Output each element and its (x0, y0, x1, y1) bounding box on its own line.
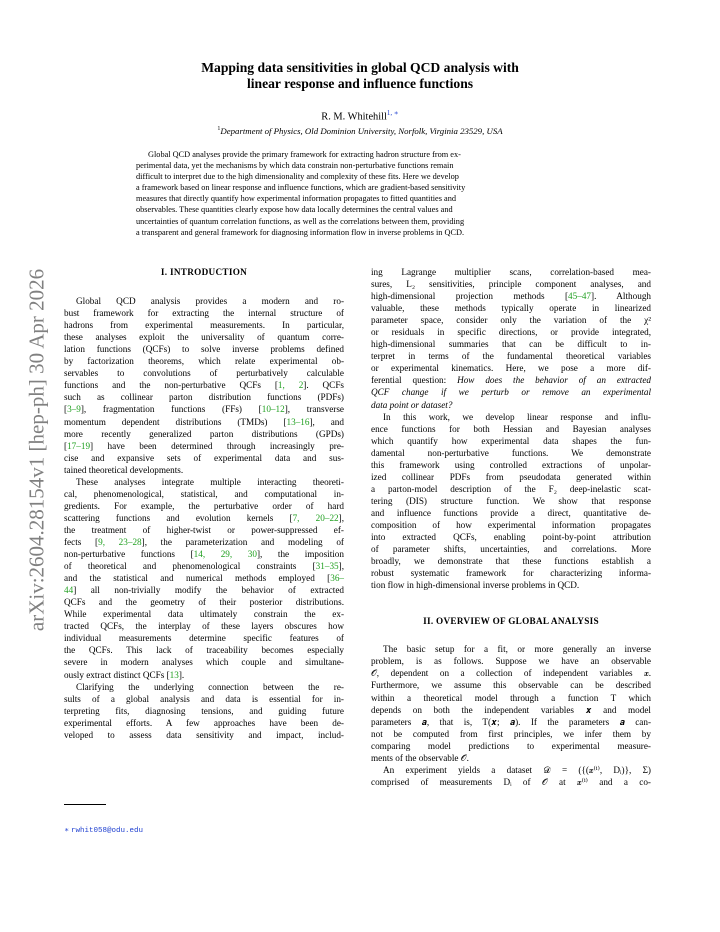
text-line (64, 500, 344, 512)
text-segment: servables to convolutions of perturbatively calculable (64, 368, 344, 379)
citation-link[interactable]: 17–19 (67, 440, 91, 451)
text-segment: into extracted QCFs, enabling point-by-point attribution (371, 532, 651, 543)
text-segment: this framework using controlled extractions of unpolar- (371, 459, 651, 470)
text-line (64, 596, 344, 608)
text-line (371, 411, 651, 423)
text-segment: composition of how experimental information propagates (371, 519, 651, 530)
paper-title (150, 60, 570, 92)
text-line (371, 338, 651, 350)
text-segment: depends on both the independent variables 𝒙 and model (371, 704, 651, 715)
text-line (371, 459, 651, 471)
text-line (371, 679, 651, 691)
text-segment: gredients. For example, the perturbative order of hard (64, 500, 344, 511)
text-line (64, 656, 344, 668)
footnote-rule (64, 804, 106, 805)
text-line (64, 608, 344, 620)
text-segment: experimental efforts. A few approaches have been de- (64, 717, 344, 728)
text-line (371, 326, 651, 338)
text-line (64, 355, 344, 367)
text-line (371, 643, 651, 655)
text-line (64, 379, 344, 391)
text-line (64, 488, 344, 500)
text-segment: ], the imposition (256, 549, 344, 560)
text-segment: of theoretical and phenomenological constraints [ (64, 561, 316, 572)
text-line (64, 560, 344, 572)
text-line (371, 362, 651, 374)
abstract-line: measures that directly quantify how experimental information propagates to fitted quantities and (136, 194, 457, 204)
text-segment: scattering functions and evolution kernels [ (64, 512, 293, 523)
text-segment: While experimental data ultimately constrain the ex- (64, 609, 344, 620)
text-line (64, 307, 344, 319)
text-line (371, 579, 651, 591)
text-line (371, 776, 651, 788)
text-line (64, 343, 344, 355)
text-line (64, 391, 344, 403)
citation-link[interactable]: 13 (169, 669, 179, 680)
text-segment: The basic setup for a fit, or more generally an inverse (383, 644, 651, 655)
text-line (371, 764, 651, 776)
text-line (371, 471, 651, 483)
text-segment: high-dimensional summaries that can be difficult to in- (371, 339, 651, 350)
text-segment: cal, phenomenological, statistical, and computational in- (64, 488, 344, 499)
text-segment: Clarifying the underlying connection between the re- (76, 681, 344, 692)
citation-link[interactable]: 14, 29, 30 (193, 549, 257, 560)
title-line: Mapping data sensitivities in global QCD analysis with (201, 60, 519, 75)
text-segment: severe in modern analyses which couple and simultane- (64, 657, 344, 668)
text-line (64, 464, 344, 476)
text-segment: tering (DIS) structure function. We show that response (371, 495, 651, 506)
text-segment: QCF change if we perturb or remove an experimental (371, 387, 651, 398)
left-column (64, 266, 344, 741)
text-segment: ], (338, 561, 344, 572)
abstract-line: a framework based on linear response and influence functions, which are gradient-based sensitivity (136, 183, 466, 193)
text-line (64, 295, 344, 307)
text-segment: functions and the non-perturbative QCFs [ (64, 380, 278, 391)
affiliation (100, 124, 620, 137)
text-segment: tained theoretical developments. (64, 464, 184, 475)
abstract-line: uncertainties of quantum correlation functions, as well as the correlations between them, providing (136, 216, 465, 226)
text-line (371, 692, 651, 704)
text-line (371, 728, 651, 740)
text-segment: ]. QCFs (303, 380, 344, 391)
text-segment: a parton-model description of the F₂ deep-inelastic scat- (371, 483, 651, 494)
text-segment: comparing model predictions to experimental measure- (371, 740, 651, 751)
text-segment: data point or dataset? (371, 399, 453, 410)
text-line (64, 428, 344, 440)
text-line (371, 483, 651, 495)
text-segment: hadrons from experimental measurements. In particular, (64, 320, 344, 331)
citation-link[interactable]: 1, 2 (277, 380, 304, 391)
text-segment: of parameter shifts, uncertainties, and correlations. More (371, 544, 651, 555)
text-line (64, 572, 344, 584)
text-line (371, 386, 651, 398)
text-segment: by factorization theorems, which relate experimental ob- (64, 356, 344, 367)
text-line (371, 507, 651, 519)
text-line (64, 403, 344, 415)
text-segment: high-dimensional projection methods [ (371, 291, 569, 302)
abstract-line: perimental data, yet the mechanisms by which data constrain non-perturbative functions remain (136, 161, 454, 171)
citation-link[interactable]: 3–9 (67, 404, 81, 415)
text-line (64, 681, 344, 693)
text-segment: the QCFs. This lack of traceability becomes especially (64, 645, 344, 656)
text-segment: ], and (309, 416, 344, 427)
text-segment: such as collinear parton distribution functions (PDFs) (64, 392, 344, 403)
abstract-line: observables. These quantities clearly expose how data locally determines the central values and (136, 205, 453, 215)
citation-link[interactable]: 36– (330, 573, 344, 584)
text-segment: lation functions (QCFs) to solve inverse problems defined (64, 344, 344, 355)
text-segment: ], (338, 512, 344, 523)
text-segment: non-perturbative functions [ (64, 549, 194, 560)
text-segment: sults of a global analysis and data is essential for in- (64, 693, 344, 704)
text-segment: ously extract distinct QCFs [ (64, 669, 170, 680)
text-line (371, 374, 651, 386)
text-segment: comprised of measurements Dᵢ of 𝒪 at 𝒙⁽ⁱ⁾ and a co- (371, 776, 651, 787)
author-affiliation-mark: 1, ∗ (386, 109, 399, 117)
text-segment: damental non-perturbative functions. We demonstrate (371, 447, 651, 458)
text-line (371, 555, 651, 567)
abstract (136, 149, 596, 238)
text-segment: 𝒪, dependent on a collection of independent variables 𝒙. (371, 668, 651, 679)
citation-link[interactable]: 9, 23–28 (98, 536, 142, 547)
text-line (64, 717, 344, 729)
text-line (371, 667, 651, 679)
text-line (64, 644, 344, 656)
text-segment: and influence functions provide a direct, quantitative de- (371, 507, 651, 518)
text-segment: ], fragmentation functions (FFs) [ (80, 404, 262, 415)
text-line (371, 495, 651, 507)
text-line (64, 440, 344, 452)
text-segment: ]. (178, 669, 185, 680)
text-segment: terpreting fits, diagnosing tensions, and guiding future (64, 705, 344, 716)
text-segment: ing Lagrange multiplier scans, correlation-based mea- (371, 267, 651, 277)
text-line (371, 350, 651, 362)
affiliation-text: Department of Physics, Old Dominion University, Norfolk, Virginia 23529, USA (220, 125, 503, 136)
text-segment: ], the parameterization and modeling of (141, 536, 344, 547)
text-line (64, 524, 344, 536)
footnote-email-link[interactable]: rwhit058@odu.edu (70, 827, 143, 835)
abstract-line: Global QCD analyses provide the primary framework for extracting hadron structure from ex- (148, 150, 461, 159)
section-heading-overview: II. OVERVIEW OF GLOBAL ANALYSIS (423, 616, 599, 627)
text-segment: ence functions for both Hessian and Bayesian analyses (371, 423, 651, 434)
arxiv-stamp (22, 250, 52, 650)
text-segment: sures, L₂ sensitivities, principle component analyses, and (371, 279, 651, 290)
author-line (150, 107, 570, 123)
text-line (64, 632, 344, 644)
text-segment: An experiment yields a dataset 𝒟 = ({(𝒙⁽ⁱ⁾, Dᵢ)}, Σ) (383, 764, 651, 775)
text-segment: fects [ (64, 536, 99, 547)
text-line (371, 447, 651, 459)
right-column (371, 266, 651, 788)
text-segment: the treatment of higher-twist or power-suppressed ef- (64, 524, 344, 535)
title-line: linear response and influence functions (246, 76, 474, 91)
text-segment: QCFs and the geometry of their posterior distributions. (64, 597, 344, 608)
text-segment: not be computed from first principles, we infer them by (371, 728, 651, 739)
text-segment: parameter space, consider only the variation of the χ² (371, 315, 651, 326)
text-segment: or experimental kinematics. Here, we pose a more dif- (371, 363, 651, 374)
text-segment: [ (64, 404, 68, 415)
citation-link[interactable]: 10–12 (261, 404, 285, 415)
abstract-line: difficult to interpret due to the high dimensionality and complexity of these fits. Here we develop (136, 172, 459, 182)
author-name: R. M. Whitehill (321, 111, 387, 123)
text-line (64, 620, 344, 632)
text-line (371, 290, 651, 302)
text-line (371, 399, 651, 411)
text-segment: cise and expansive sets of experimental data and sus- (64, 452, 344, 463)
text-line (371, 704, 651, 716)
text-segment: These analyses integrate multiple interacting theoreti- (76, 476, 344, 487)
text-segment: ] have been determined through increasingly pre- (90, 440, 344, 451)
text-segment: bust framework for extracting the internal structure of (64, 308, 344, 319)
text-line (64, 512, 344, 524)
text-segment: broadly, we demonstrate that these functions establish a (371, 556, 651, 567)
text-line (64, 319, 344, 331)
citation-link[interactable]: 13–16 (286, 416, 310, 427)
text-segment: momentum dependent distributions (TMDs) [ (64, 416, 287, 427)
text-segment: or residuals in specific directions, or provide integrated, (371, 327, 651, 338)
text-line (371, 655, 651, 667)
text-segment: individual measurements determine specific features of (64, 633, 344, 644)
text-segment: [ (64, 440, 68, 451)
text-segment: tion flow in high-dimensional inverse problems in QCD. (371, 580, 580, 591)
text-line (64, 584, 344, 596)
section-heading-introduction: I. INTRODUCTION (160, 267, 248, 277)
footnote-mark: ∗ (64, 825, 70, 834)
text-line (64, 669, 344, 681)
text-segment: Global QCD analysis provides a modern and ro- (76, 296, 344, 307)
text-line (371, 302, 651, 314)
text-line (371, 423, 651, 435)
text-line (371, 567, 651, 579)
text-line (371, 716, 651, 728)
text-line (64, 476, 344, 488)
text-segment: ]. Although (591, 291, 652, 302)
text-line (64, 331, 344, 343)
affiliation-mark: 1 (217, 126, 221, 132)
text-line (64, 548, 344, 560)
text-segment: veloped to assess data sensitivity and impact, includ- (64, 729, 344, 740)
text-line (64, 416, 344, 428)
text-line (64, 693, 344, 705)
text-line (371, 752, 651, 764)
text-line (64, 729, 344, 741)
text-segment: ments of the observable 𝒪. (371, 752, 469, 763)
citation-link[interactable]: 31–35 (315, 561, 339, 572)
text-segment: these analyses exploit the universality of quantum corre- (64, 332, 344, 343)
text-segment: tracted QCFs, the interplay of these layers obscures how (64, 621, 344, 632)
text-line (371, 314, 651, 326)
text-segment: ferential question: (371, 375, 458, 386)
text-segment: ] all non-trivially modify the behavior of extracted (73, 585, 344, 596)
citation-link[interactable]: 44 (64, 585, 74, 596)
text-segment: ized collinear PDFs from pseudodata generated within (371, 471, 651, 482)
text-segment: more recently generalized parton distributions (GPDs) (64, 428, 344, 439)
arxiv-identifier: arXiv:2604.28154v1 [hep-ph] 30 Apr 2026 (24, 268, 49, 632)
text-line (371, 266, 651, 278)
text-line (371, 519, 651, 531)
text-segment: which quantify how experimental data shapes the fun- (371, 435, 651, 446)
text-line (371, 435, 651, 447)
footnote (64, 825, 143, 835)
text-line (64, 705, 344, 717)
citation-link[interactable]: 45–47 (568, 291, 592, 302)
text-line (371, 543, 651, 555)
text-line (371, 740, 651, 752)
research-question: How does the behavior of an extracted (457, 375, 652, 386)
text-line (371, 531, 651, 543)
text-segment: and the statistical and numerical methods employed [ (64, 573, 331, 584)
text-line (64, 367, 344, 379)
text-segment: within a theoretical model through a function T which (371, 692, 651, 703)
text-line (64, 452, 344, 464)
text-segment: valuable, these methods typically operate in linearized (371, 303, 651, 314)
abstract-line: a transparent and general framework for diagnosing information flow in inverse problems in QCD. (136, 227, 465, 237)
text-segment: robust systematic framework for characterizing informa- (371, 568, 651, 579)
citation-link[interactable]: 7, 20–22 (292, 512, 339, 523)
text-segment: In this work, we develop linear response and influ- (383, 411, 651, 422)
text-line (64, 536, 344, 548)
text-segment: ], transverse (284, 404, 344, 415)
text-segment: parameters 𝒂, that is, T(𝒙; 𝒂). If the parameters 𝒂 can- (371, 716, 651, 727)
text-segment: Furthermore, we assume this observable can be described (371, 680, 651, 691)
text-segment: terpret in terms of the fundamental theoretical variables (371, 351, 651, 362)
text-line (371, 278, 651, 290)
text-segment: problem, is as follows. Suppose we have an observable (371, 656, 651, 667)
